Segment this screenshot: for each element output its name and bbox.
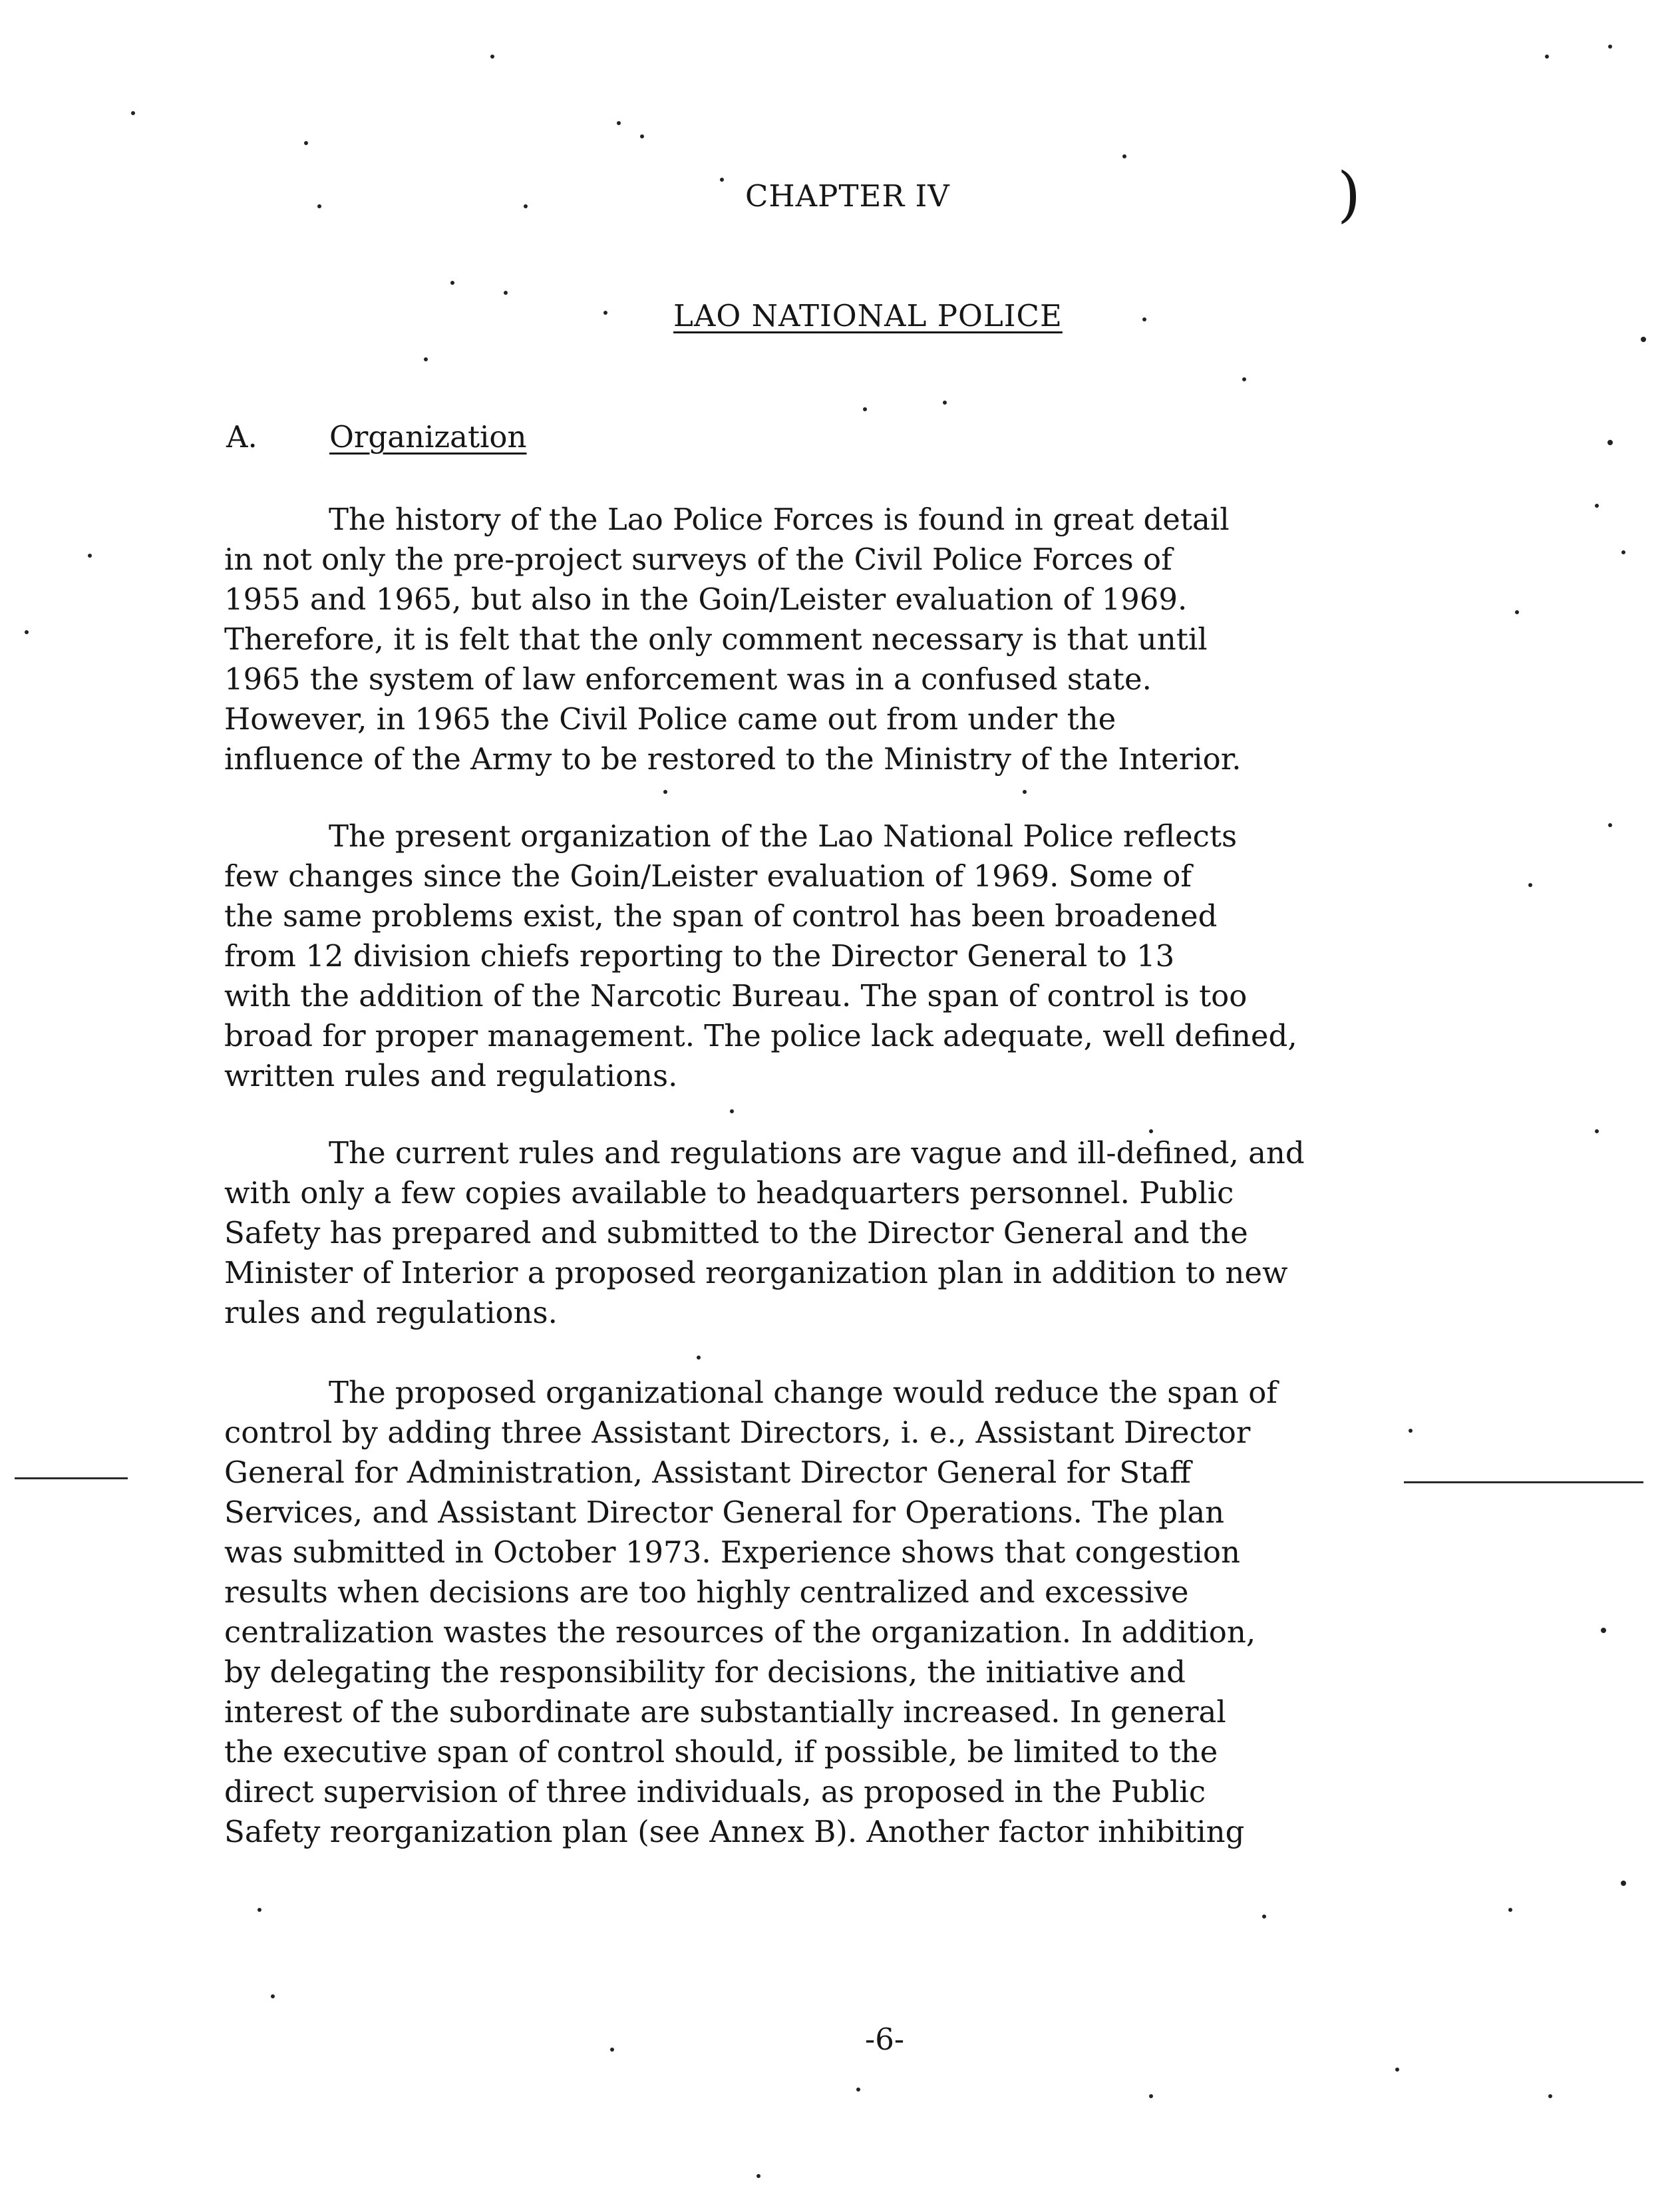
margin-parenthesis-mark: ) xyxy=(1337,160,1361,230)
paragraph-line: Services, and Assistant Director General for Operations. The plan xyxy=(224,1495,1225,1530)
paragraph-line: broad for proper management. The police lack adequate, well defined, xyxy=(224,1018,1297,1053)
paragraph-line: centralization wastes the resources of the organization. In addition, xyxy=(224,1614,1256,1650)
paragraph-line: influence of the Army to be restored to the Ministry of the Interior. xyxy=(224,741,1242,777)
paragraph-line: 1965 the system of law enforcement was in a confused state. xyxy=(224,661,1152,697)
paragraph-line: few changes since the Goin/Leister evaluation of 1969. Some of xyxy=(224,858,1192,894)
paragraph-line: results when decisions are too highly centralized and excessive xyxy=(224,1574,1189,1610)
paragraph-line: The present organization of the Lao National Police reflects xyxy=(329,819,1238,854)
paragraph-line: General for Administration, Assistant Director General for Staff xyxy=(224,1455,1191,1490)
paragraph-line: with the addition of the Narcotic Bureau. The span of control is too xyxy=(224,978,1248,1013)
chapter-heading: CHAPTER IV xyxy=(745,178,950,214)
paragraph-line: The current rules and regulations are vague and ill-defined, and xyxy=(329,1135,1305,1171)
paragraph-line: with only a few copies available to headquarters personnel. Public xyxy=(224,1175,1234,1210)
chapter-title: LAO NATIONAL POLICE xyxy=(673,298,1063,333)
section-heading xyxy=(226,419,527,455)
scan-artifact-line-left xyxy=(15,1477,128,1479)
paragraph-proposed-change xyxy=(224,1373,1455,1852)
paragraph-history xyxy=(224,500,1455,779)
paragraph-line: 1955 and 1965, but also in the Goin/Leister evaluation of 1969. xyxy=(224,582,1188,617)
paragraph-line: The proposed organizational change would reduce the span of xyxy=(329,1375,1277,1410)
paragraph-line: However, in 1965 the Civil Police came out from under the xyxy=(224,701,1116,737)
paragraph-line: from 12 division chiefs reporting to the Director General to 13 xyxy=(224,938,1175,974)
paragraph-line: the executive span of control should, if possible, be limited to the xyxy=(224,1734,1218,1769)
paragraph-line: rules and regulations. xyxy=(224,1295,558,1330)
paragraph-line: Safety has prepared and submitted to the Director General and the xyxy=(224,1215,1248,1250)
paragraph-line: The history of the Lao Police Forces is found in great detail xyxy=(329,502,1230,537)
paragraph-line: in not only the pre-project surveys of the Civil Police Forces of xyxy=(224,542,1172,577)
section-letter: A. xyxy=(226,419,257,455)
paragraph-line: Minister of Interior a proposed reorganization plan in addition to new xyxy=(224,1255,1288,1290)
paragraph-line: control by adding three Assistant Directors, i. e., Assistant Director xyxy=(224,1415,1251,1450)
paragraph-line: by delegating the responsibility for decisions, the initiative and xyxy=(224,1654,1186,1690)
paragraph-current-rules xyxy=(224,1133,1455,1333)
paragraph-line: the same problems exist, the span of control has been broadened xyxy=(224,898,1218,934)
paragraph-line: direct supervision of three individuals, as proposed in the Public xyxy=(224,1774,1206,1809)
paragraph-line: Therefore, it is felt that the only comment necessary is that until xyxy=(224,622,1208,657)
paragraph-line: interest of the subordinate are substantially increased. In general xyxy=(224,1694,1226,1730)
paragraph-present-organization xyxy=(224,817,1455,1096)
page-number: -6- xyxy=(865,2022,905,2057)
paragraph-line: was submitted in October 1973. Experience shows that congestion xyxy=(224,1535,1240,1570)
paragraph-line: written rules and regulations. xyxy=(224,1058,678,1093)
section-title: Organization xyxy=(329,419,527,455)
paragraph-line: Safety reorganization plan (see Annex B). Another factor inhibiting xyxy=(224,1814,1245,1849)
